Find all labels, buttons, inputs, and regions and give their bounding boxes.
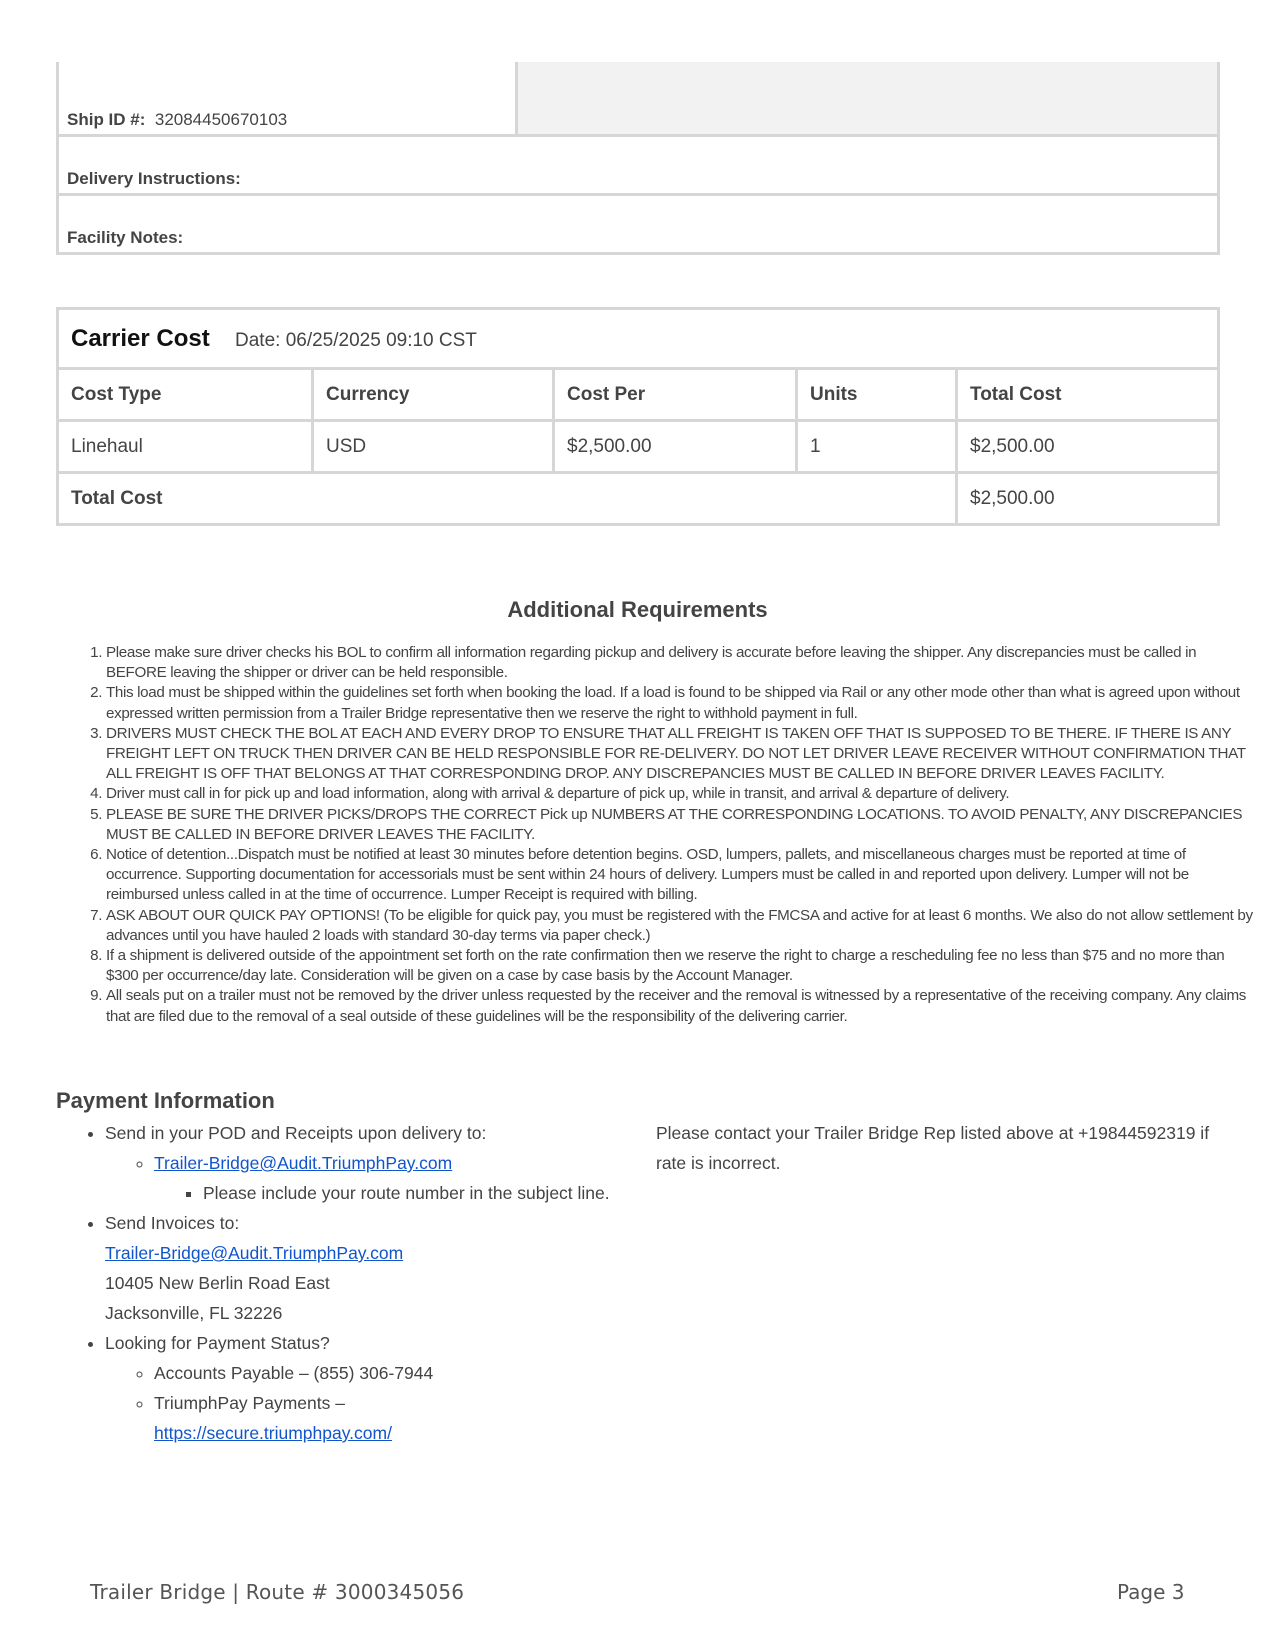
carrier-cost-title: Carrier Cost	[71, 324, 210, 352]
total-cost-value: $2,500.00	[957, 473, 1219, 525]
requirement-item: 6. Notice of detention...Dispatch must be notified at least 30 minutes before detention begins. OSD, lumpers, pallets, and miscellaneous charges must be reported at time of occurrence. Supporting documentation for accessorials must be sent within 24 hours of delivery. Lumpers must be called in and reported upon delivery. Lumper will not be reimbursed unless called in at the time of occurrence. Lumper Receipt is required with billing.	[106, 845, 1256, 906]
requirement-item: 5. PLEASE BE SURE THE DRIVER PICKS/DROPS THE CORRECT Pick up NUMBERS AT THE CORRESPONDING LOCATIONS. TO AVOID PENALTY, ANY DISCREPANCIES MUST BE CALLED IN BEFORE DRIVER LEAVES THE FACILITY.	[106, 805, 1256, 845]
payment-status-text: Looking for Payment Status?	[105, 1333, 330, 1353]
ship-id-cell	[58, 62, 517, 136]
cost-table-header-row	[58, 369, 1219, 421]
requirement-item: 7. ASK ABOUT OUR QUICK PAY OPTIONS! (To be eligible for quick pay, you must be registered with the FMCSA and active for at least 6 months. We also do not allow settlement by advances until you have hauled 2 loads with standard 30-day terms via paper check.)	[106, 906, 1256, 946]
cell-total-cost: $2,500.00	[957, 421, 1219, 473]
list-item	[154, 1148, 616, 1208]
list-item	[105, 1208, 616, 1328]
col-header-cost-type: Cost Type	[58, 369, 313, 421]
col-header-units: Units	[797, 369, 957, 421]
total-row	[58, 473, 1219, 525]
payment-instructions	[56, 1118, 616, 1448]
col-header-currency: Currency	[313, 369, 554, 421]
requirement-item: 3. DRIVERS MUST CHECK THE BOL AT EACH AND EVERY DROP TO ENSURE THAT ALL FREIGHT IS TAKEN OFF THAT IS SUPPOSED TO BE THERE. IF THERE IS ANY FREIGHT LEFT ON TRUCK THEN DRIVER CAN BE HELD RESPONSIBLE FOR RE-DELIVERY. DO NOT LET DRIVER LEAVE RECEIVER WITHOUT CONFIRMATION THAT ALL FREIGHT IS OFF THAT BELONGS AT THAT CORRESPONDING DROP. ANY DISCREPANCIES MUST BE CALLED IN BEFORE DRIVER LEAVES FACILITY.	[106, 724, 1256, 785]
requirement-item: 8. If a shipment is delivered outside of the appointment set forth on the rate confirmation then we reserve the right to charge a rescheduling fee no less than $75 and no more than $300 per occurrence/day late. Consideration will be given on a case by case basis by the Account Manager.	[106, 946, 1256, 986]
shipment-info-table	[56, 62, 1220, 255]
requirements-list	[60, 643, 1256, 1027]
carrier-cost-title-cell	[58, 309, 1219, 369]
pod-email-link[interactable]: Trailer-Bridge@Audit.TriumphPay.com	[154, 1153, 453, 1173]
cell-cost-per: $2,500.00	[554, 421, 797, 473]
additional-requirements-title: Additional Requirements	[507, 597, 768, 622]
address-line-2: Jacksonville, FL 32226	[105, 1303, 283, 1323]
invoices-email-link[interactable]: Trailer-Bridge@Audit.TriumphPay.com	[105, 1243, 404, 1263]
pod-text: Send in your POD and Receipts upon delivery to:	[105, 1123, 487, 1143]
list-item	[154, 1388, 616, 1448]
delivery-instructions-label: Delivery Instructions:	[67, 169, 241, 188]
total-cost-label: Total Cost	[58, 473, 957, 525]
payment-information-title: Payment Information	[56, 1088, 275, 1113]
cell-units: 1	[797, 421, 957, 473]
list-item	[105, 1118, 616, 1208]
footer-page-number: Page 3	[1117, 1580, 1185, 1604]
ship-id-value: 32084450670103	[154, 110, 288, 129]
col-header-cost-per: Cost Per	[554, 369, 797, 421]
address-line-1: 10405 New Berlin Road East	[105, 1273, 330, 1293]
pod-note: ▪ Please include your route number in the subject line.	[203, 1178, 616, 1208]
accounts-payable-item: ◦ Accounts Payable – (855) 306-7944	[154, 1358, 616, 1388]
table-row	[58, 421, 1219, 473]
delivery-instructions-cell	[58, 136, 1219, 195]
empty-grey-cell	[517, 62, 1219, 136]
carrier-cost-date: Date: 06/25/2025 09:10 CST	[235, 329, 477, 351]
requirement-item: 9. All seals put on a trailer must not be removed by the driver unless requested by the receiver and the removal is witnessed by a representative of the receiving company. Any claims that are filed due to the removal of a seal outside of these guidelines will be the responsibility of the delivering carrier.	[106, 986, 1256, 1026]
facility-notes-label: Facility Notes:	[67, 228, 184, 247]
invoices-text: Send Invoices to:	[105, 1213, 240, 1233]
facility-notes-cell	[58, 195, 1219, 254]
triumphpay-link[interactable]: https://secure.triumphpay.com/	[154, 1423, 392, 1443]
cell-currency: USD	[313, 421, 554, 473]
requirement-item: 1. Please make sure driver checks his BOL to confirm all information regarding pickup and delivery is accurate before leaving the shipper. Any discrepancies must be called in BEFORE leaving the shipper or driver can be held responsible.	[106, 643, 1256, 683]
contact-note: Please contact your Trailer Bridge Rep listed above at +19844592319 if rate is incorrect.	[656, 1123, 1210, 1173]
triumphpay-text: TriumphPay Payments –	[154, 1393, 345, 1413]
requirement-item: 4. Driver must call in for pick up and load information, along with arrival & departure of pick up, while in transit, and arrival & departure of delivery.	[106, 784, 1256, 804]
list-item	[105, 1328, 616, 1448]
requirement-item: 2. This load must be shipped within the guidelines set forth when booking the load. If a load is found to be shipped via Rail or any other mode other than what is agreed upon without expressed written permission from a Trailer Bridge representative then we reserve the right to withhold payment in full.	[106, 683, 1256, 723]
cell-cost-type: Linehaul	[58, 421, 313, 473]
footer-route: Trailer Bridge | Route # 3000345056	[90, 1580, 465, 1604]
carrier-cost-table	[56, 307, 1220, 526]
col-header-total-cost: Total Cost	[957, 369, 1219, 421]
ship-id-label: Ship ID #:	[67, 110, 146, 129]
